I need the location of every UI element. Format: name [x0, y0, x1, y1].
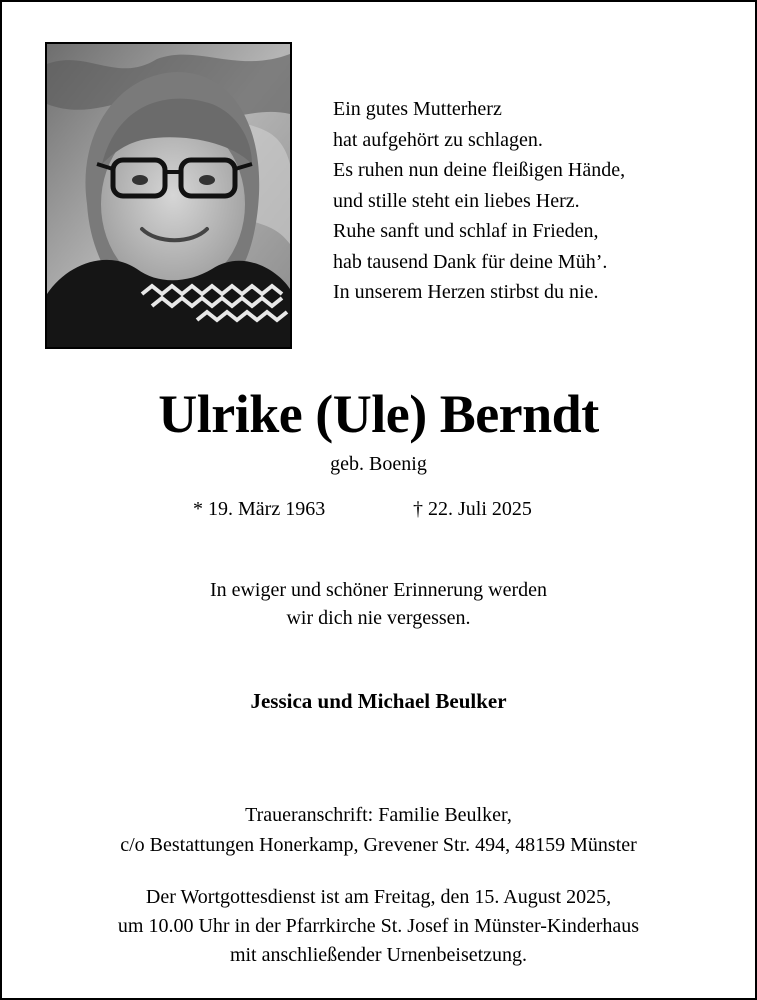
- deceased-name: Ulrike (Ule) Berndt: [158, 384, 599, 444]
- memory-line: wir dich nie vergessen.: [286, 607, 471, 629]
- poem-line: Ruhe sanft und schlaf in Frieden,: [333, 220, 599, 242]
- birth-name: geb. Boenig: [330, 453, 427, 475]
- portrait-photo: [45, 42, 292, 349]
- mourners: Jessica und Michael Beulker: [250, 689, 507, 713]
- poem-line: Ein gutes Mutterherz: [333, 98, 502, 120]
- death-date: † 22. Juli 2025: [413, 498, 532, 520]
- address-line: Traueranschrift: Familie Beulker,: [245, 804, 512, 826]
- birth-date: * 19. März 1963: [193, 498, 326, 520]
- service-info: [0, 883, 757, 970]
- mourning-address: [0, 800, 757, 860]
- poem: [333, 94, 733, 308]
- service-line: um 10.00 Uhr in der Pfarrkirche St. Josef in Münster-Kinderhaus: [117, 915, 640, 937]
- poem-line: hat aufgehört zu schlagen.: [333, 128, 543, 151]
- poem-line: hab tausend Dank für deine Müh’.: [333, 250, 608, 273]
- service-line: mit anschließender Urnenbeisetzung.: [229, 944, 528, 966]
- service-line: Der Wortgottesdienst ist am Freitag, den 15. August 2025,: [145, 886, 612, 908]
- memory-line: In ewiger und schöner Erinnerung werden: [209, 579, 548, 601]
- address-line: c/o Bestattungen Honerkamp, Grevener Str. 494, 48159 Münster: [120, 834, 637, 856]
- poem-line: und stille steht ein liebes Herz.: [333, 189, 580, 212]
- portrait-photo-icon: [47, 44, 290, 347]
- poem-line: In unserem Herzen stirbst du nie.: [333, 281, 599, 303]
- memory-text: [0, 576, 757, 632]
- poem-line: Es ruhen nun deine fleißigen Hände,: [333, 159, 626, 181]
